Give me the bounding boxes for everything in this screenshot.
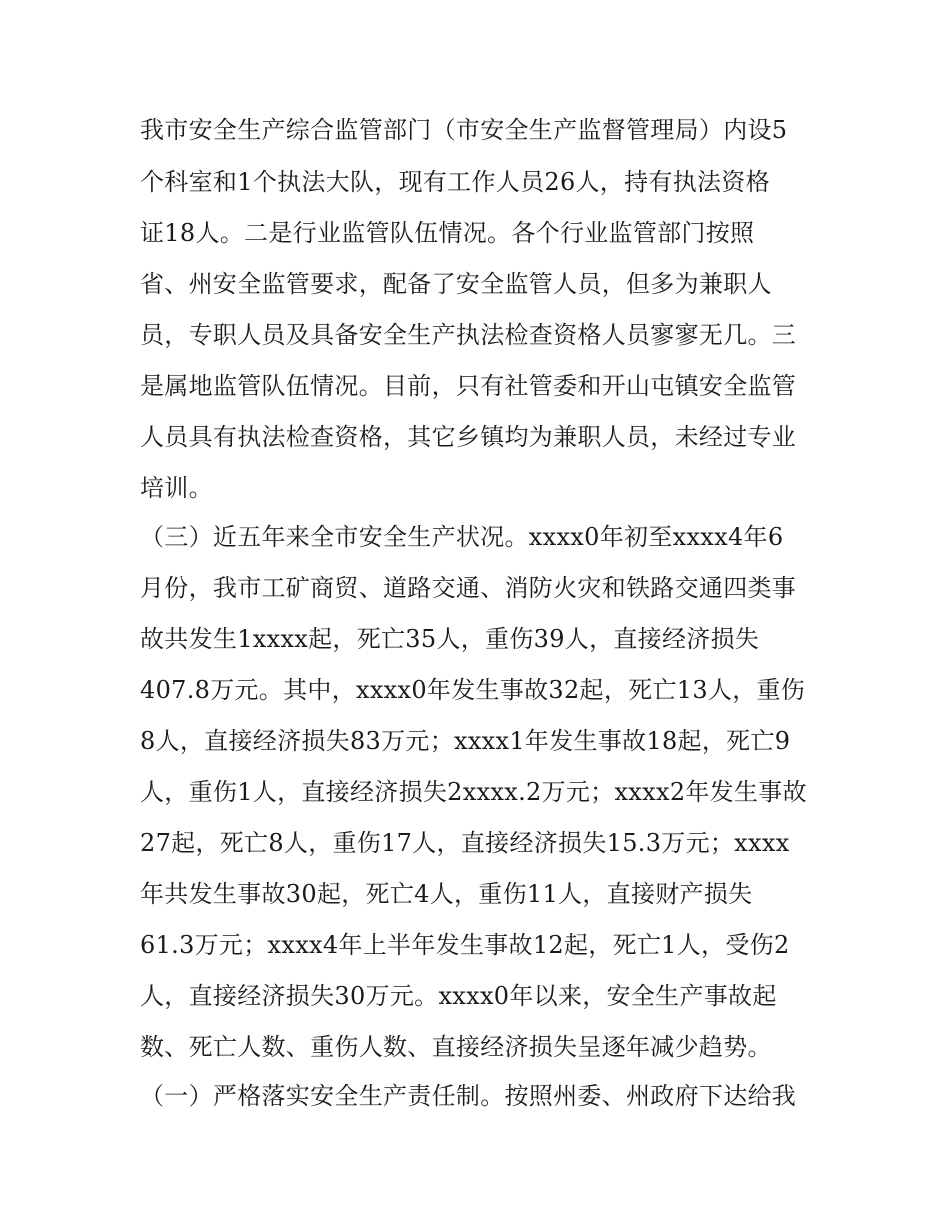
text-line: 年共发生事故30起，死亡4人，重伤11人，直接财产损失 (140, 880, 753, 908)
section-heading-line: （一）严格落实安全生产责任制。按照州委、州政府下达给我 (140, 1082, 797, 1110)
text-line: 人员具有执法检查资格，其它乡镇均为兼职人员，未经过专业 (140, 423, 797, 451)
text-line: 27起，死亡8人，重伤17人，直接经济损失15.3万元；xxxx (140, 829, 790, 857)
text-line: 个科室和1个执法大队，现有工作人员26人，持有执法资格 (140, 168, 770, 196)
section-heading-line: （三）近五年来全市安全生产状况。xxxx0年初至xxxx4年6 (140, 523, 784, 551)
text-line: 人，直接经济损失30万元。xxxx0年以来，安全生产事故起 (140, 982, 777, 1010)
text-line: 故共发生1xxxx起，死亡35人，重伤39人，直接经济损失 (140, 625, 760, 653)
text-line: 8人，直接经济损失83万元；xxxx1年发生事故18起，死亡9 (140, 727, 791, 755)
text-line: 是属地监管队伍情况。目前，只有社管委和开山屯镇安全监管 (140, 372, 797, 400)
text-line: 员，专职人员及具备安全生产执法检查资格人员寥寥无几。三 (140, 321, 797, 349)
text-line: 407.8万元。其中，xxxx0年发生事故32起，死亡13人，重伤 (140, 676, 806, 704)
text-line: 培训。 (140, 474, 213, 502)
text-line: 省、州安全监管要求，配备了安全监管人员，但多为兼职人 (140, 270, 772, 298)
text-line: 我市安全生产综合监管部门（市安全生产监督管理局）内设5 (140, 116, 788, 144)
text-line: 人，重伤1人，直接经济损失2xxxx.2万元；xxxx2年发生事故 (140, 778, 807, 806)
text-line: 61.3万元；xxxx4年上半年发生事故12起，死亡1人，受伤2 (140, 931, 790, 959)
text-line: 月份，我市工矿商贸、道路交通、消防火灾和铁路交通四类事 (140, 574, 797, 602)
text-line: 证18人。二是行业监管队伍情况。各个行业监管部门按照 (140, 219, 755, 247)
text-line: 数、死亡人数、重伤人数、直接经济损失呈逐年减少趋势。 (140, 1033, 772, 1061)
